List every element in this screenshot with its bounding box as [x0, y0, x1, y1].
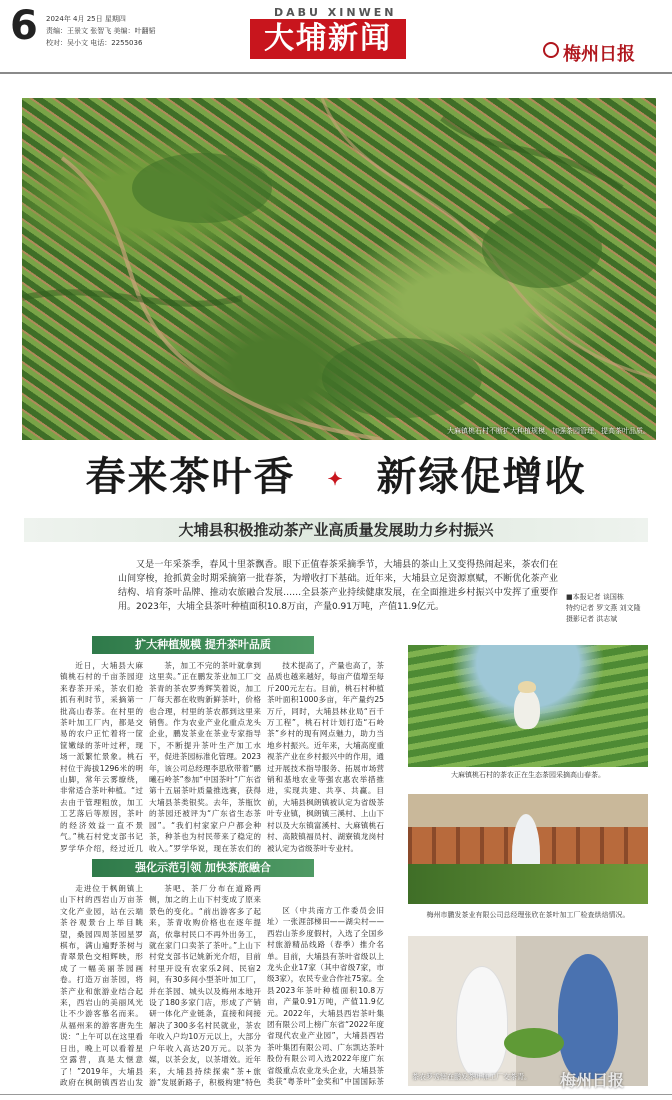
- lead-paragraph: 又是一年采茶季，春风十里茶飘香。眼下正值春茶采摘季节，大埔县的茶山上又变得热闹起来，茶农们在山间穿梭，抢抓黄金时期采摘第一批春茶，为增收打下基础。近年来，大埔县立足资源禀赋，不断优化茶产业结构、培育茶叶品牌、推动农旅融合发展……全县茶产业持续健康发展，在全面推进乡村振兴中发挥了重要作用。2023年，大埔全县茶叶种植面积10.8万亩，产量0.91万吨，产值11.9亿元。: [118, 560, 558, 612]
- headline-part1: 春来茶叶香: [85, 453, 296, 500]
- body-text: 茶，加工不完的茶叶就拿到这里卖。”正在鹏发茶业加工厂交茶青的茶农罗秀辉笑着说，加工厂每天都在收购新鲜茶叶，价格也合理，村里的茶农都到这里来销售。作为农业产业化重点龙头企业，鹏发茶业在茶业专家指导下，不断提升茶叶生产加工水平，促进茶园标准化管理。2023年，该公司总经理李思欣带着“鹏曦石岭茶”参加“中国茶叶”广东省第十五届茶叶质量推选赛，获得大埔县茶类银奖。去年，茶瓶饮的茶园还被评为“广东省生态茶园”。“我们村家家户户都会种茶，种茶也为村民带来了稳定的收入。”罗学华说，现在茶农们的: [149, 661, 261, 853]
- byline-credits: [566, 592, 666, 625]
- section-title: 大埔新闻: [250, 19, 406, 59]
- hero-caption: 大麻镇桃石村不断扩大种植规模，加强茶园管理，提高茶叶品质。: [447, 427, 650, 435]
- section-heading-2: 强化示范引领 加快茶旅融合: [92, 859, 314, 877]
- photo-person-shape: [514, 689, 540, 729]
- body-column-5: [149, 883, 261, 1089]
- headline-part2: 新绿促增收: [376, 453, 587, 500]
- photo-hat-shape: [518, 681, 536, 693]
- page-bottom-rule: [0, 1094, 672, 1095]
- photo-person-shape: [456, 966, 508, 1078]
- photo-tea-leaves-shape: [504, 1028, 564, 1058]
- body-column-1: [60, 660, 143, 854]
- newspaper-logo-icon: [543, 42, 559, 58]
- photo3-caption: 茶农罗秀辉在鹏发茶叶加工厂交茶青。: [412, 1073, 531, 1081]
- editor-line: 责编：王景文 张智飞 美编：叶翻韬: [46, 27, 156, 35]
- page-number: 6: [10, 3, 38, 49]
- body-text: 技术提高了，产量也高了，茶品质也越来越好，每亩产值增至每斤200元左右。目前，桃石村种植茶叶面积1000多亩，年产量约25万斤，同时，大埔县林业局“百千万工程”，桃石村计划打造“石岭茶”乡村的现有网点魅力，助力当地乡村振兴。近年来，大埔高度重视茶产业在乡村振兴中的作用，通过开展技术指导服务、拓展市场营销和基地农业等强农惠农举措推进，实现共建、共享、共赢。目前，大埔县枫朗镇被认定为省级茶叶专业镇，枫朗镇三溪村、上山下村以及大东镇富溪村、大麻镇桃石村、高陂镇福员村、湖寮镇龙岗村被认定为省级茶叶专业村。: [267, 661, 384, 853]
- section-heading-1: 扩大种植规模 提升茶叶品质: [92, 636, 314, 654]
- body-text: 茶吧、茶厂分布在道路两侧，加之的上山下村变成了原来景色的变化。“前出游客多了起来，茶青收购价格也在逐年提高，依靠村民口不再外出务工，就在家门口卖茶了茶叶。”上山下村党支部书记姚新光介绍，目前村里开设有农家乐2间、民宿2间，有30多间小型茶叶加工厂，并在茶园、城头以及梅州本地开设了180多家门店，形成了产销研一体化产业链条，直接和间接解决了300多名村民就业，茶农年收入户均10万元以上，大部分户年收入高达20万元。以茶为媒，以茶会友，以茶增效。近年来，大埔县持续探索“茶+旅游”发展新路子，积极构建“特色: [149, 884, 261, 1087]
- newspaper-brand: 梅州日报: [563, 44, 635, 65]
- photo-tea-tray-shape: [408, 864, 648, 904]
- body-text: 走进位于枫朗镇上山下村的西岩山万亩茶文化产业园，站在云端茶谷观景台上举目眺望，桑园四周茶园星罗棋布，满山遍野茶树与青翠景色交相辉映，形成了一幅美丽茶园画卷。打造万亩茶园，将茶产业和旅游业结合起来，西岩山的美丽风光让不少游客慕名而来。从福州来的游客唐先生说：“上午可以在这里看日出，晚上可以看着星空露营，真是太惬意了！”2019年，大埔县政府在枫朗镇西岩山发: [60, 884, 143, 1087]
- body-column-6: [267, 905, 384, 1089]
- hero-photo-tea-terraces: [22, 98, 656, 440]
- body-column-4: [60, 883, 143, 1089]
- photo1-caption: 大麻镇桃石村的茶农正在生态茶园采摘高山春茶。: [451, 771, 605, 779]
- credit-line: 特约记者 罗文燕 刘文隆: [566, 604, 641, 612]
- section-pinyin: DABU XINWEN: [274, 6, 397, 19]
- date-line: 2024年 4月 25日 星期四: [46, 15, 126, 23]
- subtitle: 大埔县积极推动茶产业高质量发展助力乡村振兴: [178, 521, 494, 539]
- body-text: 区（中共南方工作委员会旧址）一张涯部梯田——湖尖村——西岩山茶乡度假村，入选了全国乡村旅游精品线路（春季）推介名单。目前，大埔县有茶叶省级以上龙头企业17家（其中省级7家，市级3家），农民专业合作社75家。全县2023年茶叶种植面积10.8万亩，产量0.91万吨，产值11.9亿元。2022年，大埔县西岩茶叶集团有限公司上榜广东省“2022年度省现代农业产业园”，大埔县西岩茶叶集团有限公司、广东凯达茶叶股份有限公司入选2022年度广东省级重点农业龙头企业，大埔县茶类获“粤茶叶”金奖和“中国国际茶: [267, 906, 384, 1087]
- masthead-rule: [0, 72, 672, 74]
- headline: [0, 452, 672, 505]
- body-column-2: [149, 660, 261, 854]
- photo-person-shape: [558, 954, 618, 1079]
- credit-line: ■本报记者 谈国栋: [566, 593, 624, 601]
- photo-tea-picking: [408, 645, 648, 767]
- proof-line: 校对：吴小文 电话：2255036: [46, 39, 143, 47]
- photo-tea-trade: [408, 936, 648, 1086]
- photo2-caption: 梅州市鹏发茶业有限公司总经理张欣在茶叶加工厂检查烘焙情况。: [426, 911, 630, 919]
- star-divider-icon: ✦: [327, 469, 345, 490]
- watermark: 梅州日报: [560, 1071, 625, 1090]
- hero-photo-terrace-lines: [22, 98, 656, 440]
- body-text: 近日，大埔县大麻镇桃石村的千亩茶园迎来春茶开采，茶农们抢抓有利时节，采摘第一批高山春茶。在村里的茶叶加工厂内，都是交易的农户正忙着将一筐筐嫩绿的茶叶过秤，现场一派繁忙景象。桃石村位于海拔1296米的明山脚，常年云雾缭绕，非常适合茶叶种植。“过去由于管理粗放，加工工艺落后等原因，茶叶的经济效益一直不景气。”桃石村党支部书记罗学华介绍，经过近几: [60, 661, 143, 853]
- photo-tea-factory: [408, 794, 648, 904]
- credit-line: 摄影记者 洪志斌: [566, 615, 618, 623]
